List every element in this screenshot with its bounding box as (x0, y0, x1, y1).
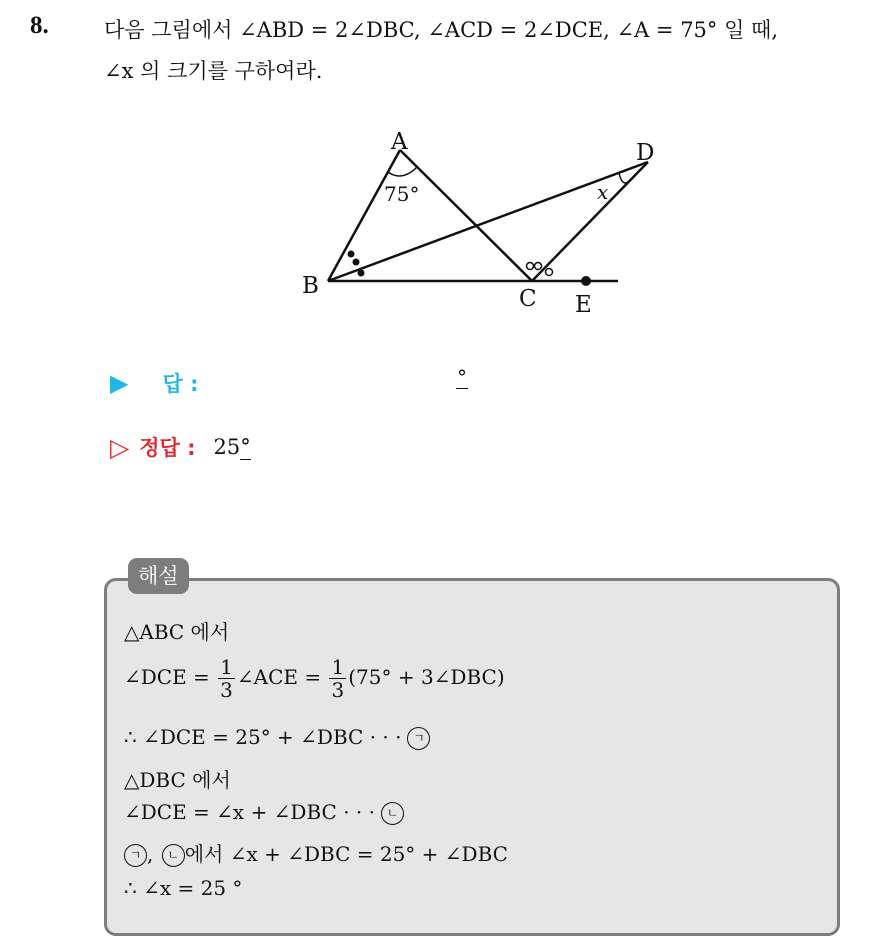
solution-line-3 (124, 725, 430, 750)
solution-line-1: △ABC 에서 (124, 620, 230, 644)
solution-line-3-text: ∴ ∠DCE = 25° + ∠DBC · · · (124, 725, 402, 749)
answer-arrow-icon: ▶ (110, 369, 129, 397)
solution-line-2-prefix: ∠DCE = (124, 665, 210, 689)
fraction-2-numerator: 1 (331, 655, 345, 679)
angle-a-arc (388, 167, 417, 176)
circled-nieun-marker: ㄴ (381, 802, 404, 825)
segment-ac (400, 150, 532, 281)
fraction-one-third-1 (218, 656, 235, 701)
solution-line-4: △DBC 에서 (124, 768, 231, 792)
segment-ab (328, 150, 400, 281)
question-text-line-1: 다음 그림에서 ∠ABD = 2∠DBC, ∠ACD = 2∠DCE, ∠A = 75° 일 때, (104, 18, 779, 42)
angle-a-value: 75° (384, 182, 420, 206)
circled-giyeok-ref: ㄱ (124, 844, 147, 867)
fraction-1-numerator: 1 (220, 655, 233, 679)
solution-line-7: ∴ ∠x = 25 ° (124, 876, 243, 900)
label-e: E (575, 292, 592, 318)
answer-blank[interactable]: ° (457, 365, 467, 389)
answer-label: 답 : (162, 372, 199, 396)
answer-row (110, 368, 198, 398)
solution-line-2-mid: ∠ACE = (236, 665, 322, 689)
solution-line-6-sep: , (147, 842, 154, 866)
angle-c-circle-3 (546, 269, 553, 276)
solution-line-2 (124, 656, 505, 701)
correct-answer-number: 25 (213, 435, 241, 459)
correct-answer-unit: ° (240, 435, 251, 459)
question-text-line-2: ∠x 의 크기를 구하여라. (104, 59, 323, 83)
correct-answer-row (110, 432, 251, 462)
solution-line-6-text: 에서 ∠x + ∠DBC = 25° + ∠DBC (184, 842, 508, 866)
angle-d-arc (619, 173, 628, 183)
fraction-one-third-2 (329, 656, 346, 701)
correct-answer-label: 정답 : (139, 436, 196, 460)
segment-cd (532, 162, 648, 281)
solution-line-2-suffix: (75° + 3∠DBC) (348, 665, 505, 689)
circled-giyeok-marker: ㄱ (407, 727, 430, 750)
angle-b-dot-1 (348, 251, 355, 258)
question-number: 8. (30, 12, 49, 39)
circled-nieun-ref: ㄴ (162, 844, 185, 867)
point-e-dot (581, 276, 591, 286)
solution-tab: 해설 (128, 558, 189, 594)
label-d: D (636, 140, 655, 166)
label-b: B (302, 273, 319, 299)
geometry-figure (290, 120, 655, 320)
angle-x-label: x (597, 180, 609, 204)
fraction-1-denominator: 3 (220, 678, 233, 702)
fraction-2-denominator: 3 (331, 678, 345, 702)
correct-answer-value (214, 435, 251, 459)
solution-line-5 (124, 800, 404, 825)
label-c: C (519, 286, 537, 312)
solution-line-5-text: ∠DCE = ∠x + ∠DBC · · · (124, 800, 375, 824)
solution-line-6 (124, 838, 508, 867)
angle-b-dot-3 (358, 270, 365, 277)
label-a: A (391, 129, 408, 155)
angle-b-dot-2 (353, 259, 360, 266)
angle-c-circle-2 (535, 263, 542, 270)
angle-c-circle-1 (527, 263, 534, 270)
correct-arrow-icon: ▷ (110, 432, 130, 462)
